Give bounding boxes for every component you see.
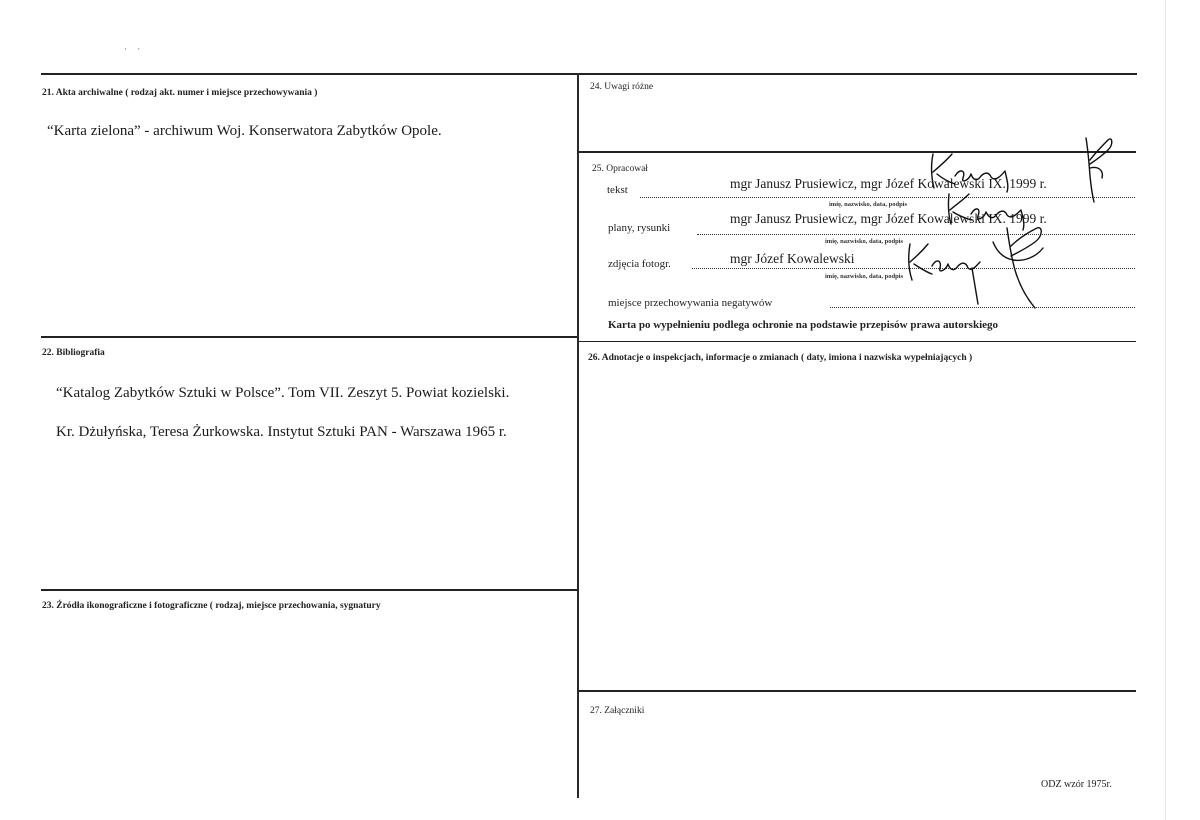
label-tekst: tekst (607, 184, 628, 196)
value-tekst: mgr Janusz Prusiewicz, mgr Józef Kowalewski IX. 1999 r. (730, 176, 1047, 191)
rule-26-27 (578, 690, 1136, 692)
signature-prusiewicz-3 (900, 238, 990, 308)
section-26-title: 26. Adnotacje o inspekcjach, informacje o zmianach ( daty, imiona i nazwiska wypełniających ) (588, 353, 973, 363)
label-zdjecia: zdjęcia fotogr. (608, 258, 671, 270)
section-25-title: 25. Opracował (592, 164, 648, 174)
form-id-footer: ODZ wzór 1975r. (1041, 779, 1112, 790)
section-27-title: 27. Załączniki (590, 706, 645, 716)
dotted-line-plany (697, 234, 1135, 235)
section-24-title: 24. Uwagi różne (590, 82, 654, 92)
label-negatives: miejsce przechowywania negatywów (608, 297, 773, 309)
dotted-line-tekst (640, 197, 1135, 198)
page-edge (1165, 0, 1166, 820)
section-21-title: 21. Akta archiwalne ( rodzaj akt. numer i miejsce przechowywania ) (42, 88, 318, 98)
rule-25-26 (578, 341, 1136, 342)
label-plany: plany, rysunki (608, 222, 671, 234)
value-zdjecia: mgr Józef Kowalewski (730, 251, 855, 266)
rule-21-22 (41, 336, 577, 338)
section-22-title: 22. Bibliografia (42, 348, 105, 358)
rule-22-23 (41, 589, 577, 591)
copyright-note: Karta po wypełnieniu podlega ochronie na podstawie przepisów prawa autorskiego (608, 319, 999, 331)
signature-kowalewski-1 (1068, 132, 1118, 204)
value-plany: mgr Janusz Prusiewicz, mgr Józef Kowalewski IX. 1999 r. (730, 211, 1047, 226)
rule-24-25 (578, 151, 1136, 153)
signature-prusiewicz-1 (925, 146, 1035, 196)
caption-zdjecia: imię, nazwisko, data, podpis (825, 273, 904, 280)
paper-specks: · · (124, 44, 145, 54)
section-23-title: 23. Źródła ikonograficzne i fotograficzne ( rodzaj, miejsce przechowania, sygnatury (42, 601, 381, 611)
top-rule (41, 73, 1137, 75)
bibliography-entry-2: Kr. Dżułyńska, Teresa Żurkowska. Instytut Sztuki PAN - Warszawa 1965 r. (56, 424, 507, 440)
section-21-content: “Karta zielona” - archiwum Woj. Konserwatora Zabytków Opole. (47, 123, 442, 139)
signature-kowalewski-2 (985, 222, 1055, 312)
caption-plany: imię, nazwisko, data, podpis (825, 238, 904, 245)
caption-tekst: imię, nazwisko, data, podpis (829, 201, 908, 208)
bibliography-entry-1: “Katalog Zabytków Sztuki w Polsce”. Tom VII. Zeszyt 5. Powiat kozielski. (56, 385, 510, 401)
